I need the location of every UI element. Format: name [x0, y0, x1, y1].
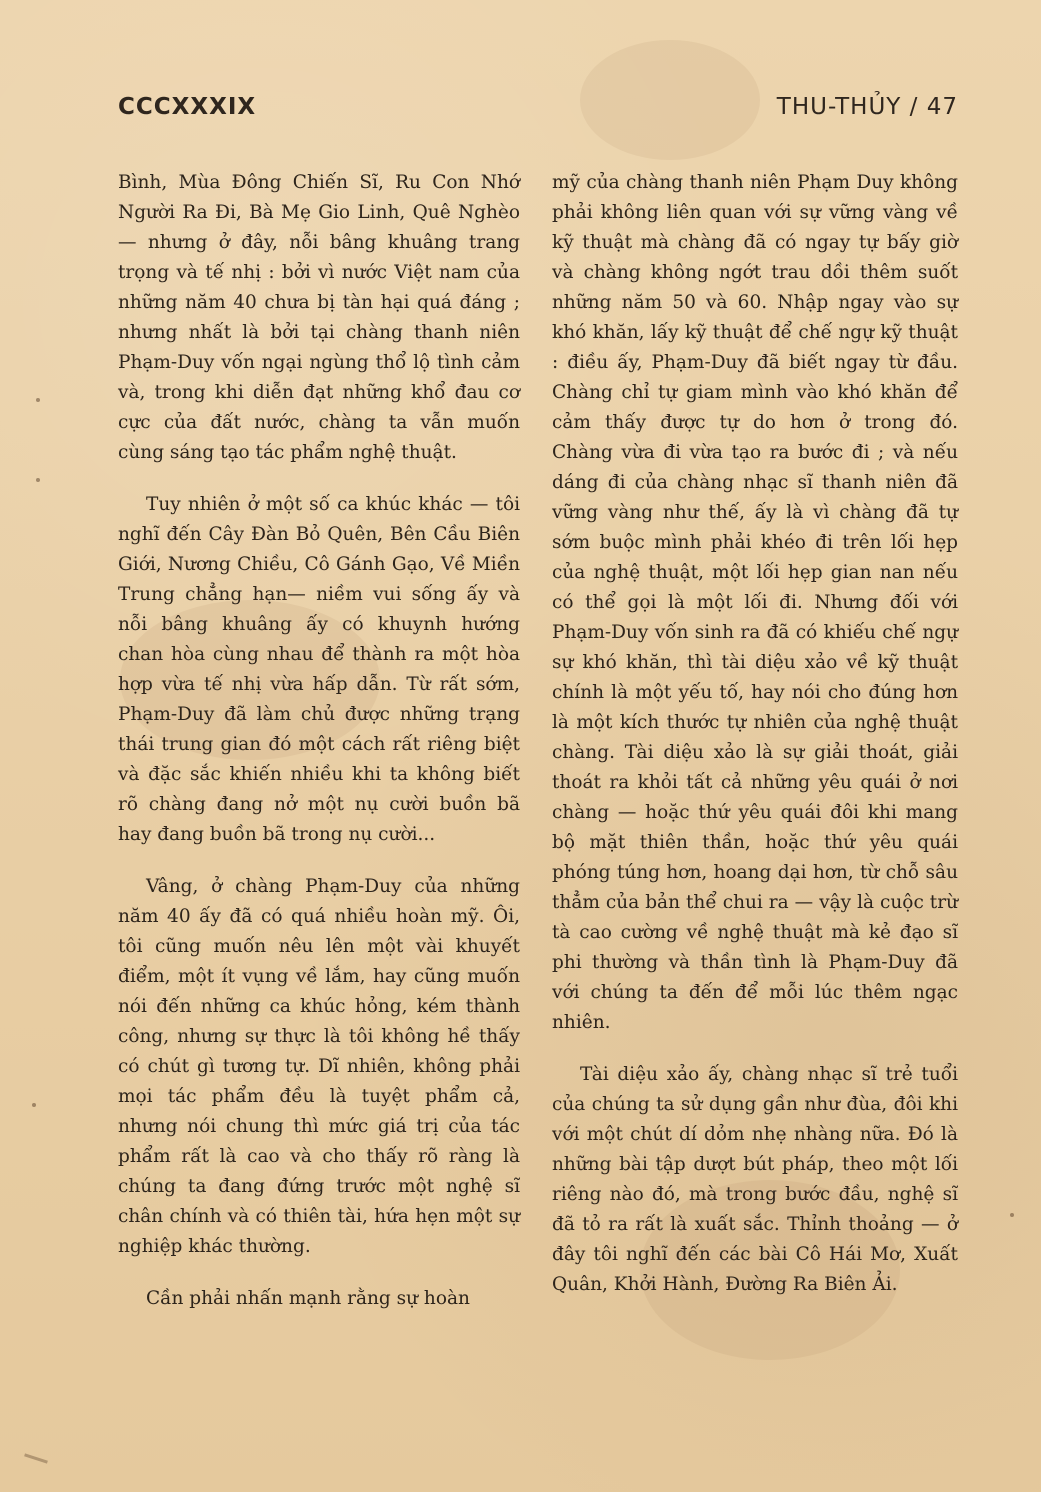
left-paragraph-1: Bình, Mùa Đông Chiến Sĩ, Ru Con Nhớ Người Ra Đi, Bà Mẹ Gio Linh, Quê Nghèo — nhưng ở đây, nỗi bâng khuâng trang trọng và tế nhị : bởi vì nước Việt nam của những năm 40 chưa bị tàn hại quá đáng ; nhưng nhất là bởi tại chàng thanh niên Phạm-Duy vốn ngại ngùng thổ lộ tình cảm và, trong khi diễn đạt những khổ đau cơ cực của đất nước, chàng ta vẫn muốn cùng sáng tạo tác phẩm nghệ thuật. [118, 172, 520, 463]
page-header [118, 94, 958, 136]
header-left-label: CCCXXXIX [118, 94, 257, 120]
left-paragraph-2: Tuy nhiên ở một số ca khúc khác — tôi nghĩ đến Cây Đàn Bỏ Quên, Bên Cầu Biên Giới, Nương Chiều, Cô Gánh Gạo, Về Miền Trung chẳng hạn— niềm vui sống ấy và nỗi bâng khuâng ấy có khuynh hướng chan hòa cùng nhau để thành ra một hòa hợp vừa tế nhị vừa hấp dẫn. Từ rất sớm, Phạm-Duy đã làm chủ được những trạng thái trung gian đó một cách rất riêng biệt và đặc sắc khiến nhiều khi ta không biết rõ chàng đang nở một nụ cười buồn bã hay đang buồn bã trong nụ cười... [118, 494, 520, 845]
left-column [118, 168, 520, 1324]
left-paragraph-4: Cần phải nhấn mạnh rằng sự hoàn [146, 1288, 470, 1309]
margin-mark-2 [36, 478, 40, 482]
header-right-label: THU-THỦY / 47 [776, 94, 958, 120]
right-paragraph-2: Tài diệu xảo ấy, chàng nhạc sĩ trẻ tuổi của chúng ta sử dụng gần như đùa, đôi khi với một chút dí dỏm nhẹ nhàng nữa. Đó là những bài tập dượt bút pháp, theo một lối riêng nào đó, mà trong bước đầu, nghệ sĩ đã tỏ ra rất là xuất sắc. Thỉnh thoảng — ở đây tôi nghĩ đến các bài Cô Hái Mơ, Xuất Quân, Khởi Hành, Đường Ra Biên Ải. [552, 1064, 958, 1295]
fold-mark [24, 1453, 48, 1463]
right-paragraph-1: mỹ của chàng thanh niên Phạm Duy không phải không liên quan với sự vững vàng về kỹ thuật mà chàng đã có ngay tự bấy giờ và chàng không ngớt trau dồi thêm suốt những năm 50 và 60. Nhập ngay vào sự khó khăn, lấy kỹ thuật để chế ngự kỹ thuật : điều ấy, Phạm-Duy đã biết ngay từ đầu. Chàng chỉ tự giam mình vào khó khăn để cảm thấy được tự do hơn ở trong đó. Chàng vừa đi vừa tạo ra bước đi ; và nếu dáng đi của chàng nhạc sĩ thanh niên đã vững vàng như thế, ấy là vì chàng đã tự sớm buộc mình phải khéo đi trên lối hẹp của nghệ thuật, một lối hẹp gian nan nếu có thể gọi là một lối đi. Nhưng đối với Phạm-Duy vốn sinh ra đã có khiếu chế ngự sự khó khăn, thì tài diệu xảo về kỹ thuật chính là một yếu tố, hay nói cho đúng hơn là một kích thước tự nhiên của nghệ thuật chàng. Tài diệu xảo là sự giải thoát, giải thoát ra khỏi tất cả những yêu quái ở nơi chàng — hoặc thứ yêu quái đôi khi mang bộ mặt thiên thần, hoặc thứ yêu quái phóng túng hơn, hoang dại hơn, từ chỗ sâu thẳm của bản thể chui ra — vậy là cuộc trừ tà cao cường về nghệ thuật mà kẻ đạo sĩ phi thường và thần tình là Phạm-Duy đã với chúng ta đến để mỗi lúc thêm ngạc nhiên. [552, 172, 958, 1033]
margin-mark-4 [32, 1103, 36, 1107]
margin-mark-1 [36, 398, 40, 402]
right-column [552, 168, 958, 1322]
margin-mark-3 [1010, 1213, 1014, 1217]
left-paragraph-3: Vâng, ở chàng Phạm-Duy của những năm 40 ấy đã có quá nhiều hoàn mỹ. Ôi, tôi cũng muốn nêu lên một vài khuyết điểm, một ít vụng về lắm, hay cũng muốn nói đến những ca khúc hỏng, kém thành công, nhưng sự thực là tôi không hề thấy có chút gì tương tự. Dĩ nhiên, không phải mọi tác phẩm đều là tuyệt phẩm cả, nhưng nói chung thì mức giá trị của tác phẩm rất là cao và cho thấy rõ ràng là chúng ta đang đứng trước một nghệ sĩ chân chính và có thiên tài, hứa hẹn một sự nghiệp khác thường. [118, 876, 520, 1257]
